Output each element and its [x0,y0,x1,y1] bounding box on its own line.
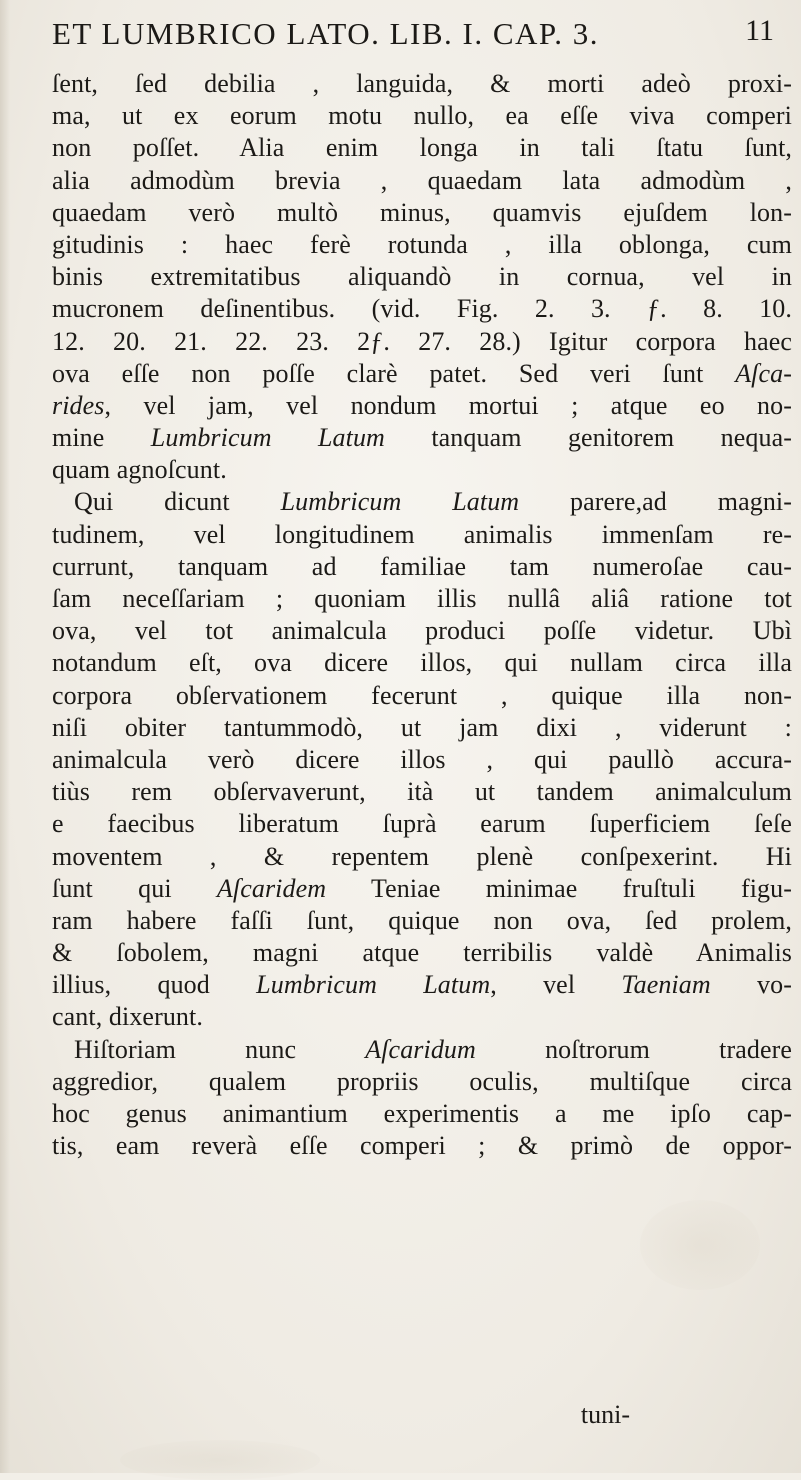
page-gutter-shadow [0,0,10,1473]
text-line [52,744,792,776]
text-line [52,197,792,229]
text-segment: alia admodùm brevia , quaedam lata admodùm , [52,165,792,195]
catchword: tuni- [580,1400,630,1429]
text-segment: ſunt qui [52,873,217,903]
text-segment: illius, quod [52,970,257,1000]
text-segment: tiùs rem obſervaverunt, ità ut tandem animalculum [52,777,792,807]
text-line [52,132,792,164]
text-segment: tis, eam reverà eſſe comperi ; & primò de oppor- [52,1131,792,1161]
text-segment: quam agnoſcunt. [52,455,227,485]
text-line [52,808,792,840]
text-line [52,680,792,712]
body-text [52,68,792,1162]
text-segment: notandum eſt, ova dicere illos, qui nullam circa illa [52,648,792,678]
text-line [52,873,792,905]
italic-segment: Lumbricum Latum [150,423,385,453]
text-segment: ram habere faſſi ſunt, quique non ova, ſed prolem, [52,905,792,935]
text-line [52,1098,792,1130]
text-line [52,100,792,132]
text-segment: ſam neceſſariam ; quoniam illis nullâ aliâ ratione tot [52,584,792,613]
text-line [52,293,792,325]
text-segment: aggredior, qualem propriis oculis, multiſque circa [52,1066,792,1096]
italic-segment: Lumbricum Latum [280,487,520,517]
text-line [52,165,792,197]
text-line [52,1130,792,1162]
text-line [52,905,792,937]
text-segment: vo- [710,970,792,1000]
page-number: 11 [745,14,774,47]
text-segment: noſtrorum tradere [475,1034,792,1064]
text-segment: binis extremitatibus aliquandò in cornua, vel in [52,262,792,292]
text-segment: ova, vel tot animalcula produci poſſe videtur. Ubì [52,616,792,646]
text-line [52,969,792,1001]
italic-segment: rides [52,390,105,420]
text-segment: gitudinis : haec ferè rotunda , illa oblonga, cum [52,229,792,259]
italic-segment: Taeniam [621,970,711,1000]
text-segment: ova eſſe non poſſe clarè patet. Sed veri ſunt [52,358,736,388]
paper-stain [120,1440,320,1480]
text-segment: Qui dicunt [74,487,281,517]
italic-segment: Lumbricum Latum [256,970,491,1000]
text-segment: non poſſet. Alia enim longa in tali ſtatu ſunt, [52,133,792,163]
text-segment: & ſobolem, magni atque terribilis valdè Animalis [52,938,792,968]
paper-stain [640,1200,760,1290]
text-line [52,551,792,583]
text-line [52,841,792,873]
text-segment: ma, ut ex eorum motu nullo, ea eſſe viva comperi [52,101,792,131]
text-line [52,68,792,100]
text-segment: quaedam verò multò minus, quamvis ejuſdem lon- [52,197,792,227]
italic-segment: Aſcaridem [216,873,327,903]
text-line [52,1066,792,1098]
text-line [52,326,792,358]
running-head-title: ET LUMBRICO LATO. LIB. I. CAP. 3. [52,16,599,51]
text-line [52,712,792,744]
text-segment: corpora obſervationem fecerunt , quique illa non- [52,680,792,710]
text-line [52,358,792,390]
text-segment: Hiſtoriam nunc [74,1034,366,1064]
text-segment: e faecibus liberatum ſuprà earum ſuperficiem ſeſe [52,809,792,839]
text-segment: mucronem deſinentibus. (vid. Fig. 2. 3. ƒ. 8. 10. [52,294,792,324]
text-line [52,583,792,615]
text-segment: Teniae minimae fruſtuli figu- [326,873,792,903]
text-line [52,647,792,679]
text-line [52,390,792,422]
text-line [52,486,792,518]
text-line [52,454,792,486]
italic-segment: Aſcaridum [365,1034,476,1064]
text-line [52,229,792,261]
text-segment: cant, dixerunt. [52,1002,203,1032]
text-line [52,1001,792,1033]
text-segment: parere,ad magni- [519,487,792,517]
text-line [52,615,792,647]
text-segment: tanquam genitorem nequa- [384,423,792,453]
text-line [52,261,792,293]
text-line [52,937,792,969]
text-segment: animalcula verò dicere illos , qui paullò accura- [52,744,792,774]
text-line [52,776,792,808]
text-line [52,519,792,551]
text-segment: , vel jam, vel nondum mortui ; atque eo no- [104,390,792,420]
text-line [52,1034,792,1066]
text-line [52,422,792,454]
text-segment: 12. 20. 21. 22. 23. 2ƒ. 27. 28.) Igitur corpora haec [52,326,792,356]
text-segment: tudinem, vel longitudinem animalis immenſam re- [52,519,792,549]
italic-segment: Aſca- [735,358,792,388]
text-segment: hoc genus animantium experimentis a me ipſo cap- [52,1099,792,1128]
text-segment: ſent, ſed debilia , languida, & morti adeò proxi- [52,69,792,98]
text-segment: mine [52,423,151,453]
running-head [52,2,796,66]
text-segment: moventem , & repentem plenè conſpexerint. Hi [52,841,792,871]
text-segment: niſi obiter tantummodò, ut jam dixi , viderunt : [52,712,792,742]
text-segment: , vel [490,970,622,1000]
text-segment: currunt, tanquam ad familiae tam numeroſae cau- [52,551,792,581]
